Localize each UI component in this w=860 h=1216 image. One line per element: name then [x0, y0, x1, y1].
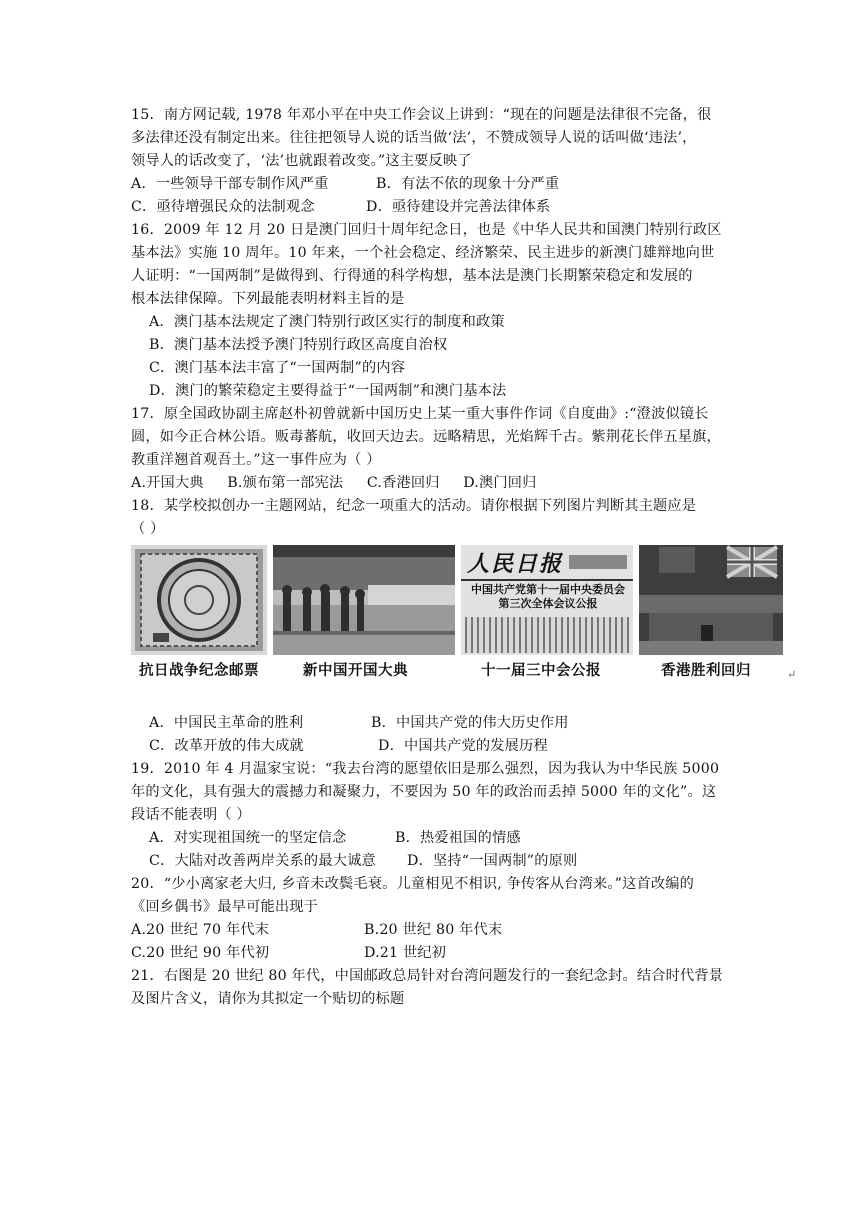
- q16-option-b: B．澳门基本法授予澳门特别行政区高度自治权: [149, 337, 448, 353]
- q18-line2: （ ）: [131, 521, 165, 537]
- q18-option-c: C．改革开放的伟大成就: [149, 738, 304, 754]
- q18-image-strip: [131, 545, 783, 683]
- q20-line2: 《回乡偶书》最早可能出现于: [131, 899, 319, 915]
- q16-line1: 16．2009 年 12 月 20 日是澳门回归十周年纪念日，也是《中华人民共和国澳门特别行政区: [131, 222, 722, 238]
- q19-option-a: A．对实现祖国统一的坚定信念: [149, 830, 347, 846]
- q18-option-b: B．中国共产党的伟大历史作用: [371, 715, 569, 731]
- q16-option-d: D．澳门的繁荣稳定主要得益于“一国两制”和澳门基本法: [149, 383, 507, 399]
- q20-option-a: A.20 世纪 70 年代末: [131, 922, 270, 938]
- q20-option-d: D.21 世纪初: [364, 945, 447, 961]
- caption-stamp: 抗日战争纪念邮票: [139, 663, 259, 679]
- q18-option-a: A．中国民主革命的胜利: [149, 715, 304, 731]
- q21-line2: 及图片含义，请你为其拟定一个贴切的标题: [131, 991, 405, 1007]
- newspaper-communique-image: [461, 545, 633, 655]
- q19-option-b: B．热爱祖国的情感: [395, 830, 521, 846]
- founding-ceremony-photo: [273, 545, 455, 655]
- hongkong-handover-photo: [639, 545, 783, 655]
- caption-founding-ceremony: 新中国开国大典: [303, 663, 408, 679]
- q20-option-b: B.20 世纪 80 年代末: [364, 922, 503, 938]
- q19-option-c: C．大陆对改善两岸关系的最大诚意: [149, 853, 376, 869]
- q19-line1: 19．2010 年 4 月温家宝说：“我去台湾的愿望依旧是那么强烈，因为我认为中华民族 5000: [131, 761, 720, 777]
- q15-option-c: C．亟待增强民众的法制观念: [131, 199, 315, 215]
- q15-option-a: A．一些领导干部专制作风严重: [131, 176, 329, 192]
- caption-hongkong-return: 香港胜利回归: [661, 663, 751, 679]
- q18-option-d: D．中国共产党的发展历程: [378, 738, 548, 754]
- q15-line3: 领导人的话改变了，‘法’也就跟着改变。”这主要反映了: [131, 153, 472, 169]
- newspaper-headline: 中国共产党第十一届中央委员会 第三次全体会议公报: [471, 583, 625, 610]
- q17-line1: 17．原全国政协副主席赵朴初曾就新中国历史上某一重大事件作词《自度曲》:“澄波似镜长: [131, 406, 709, 422]
- q15-line1: 15．南方网记载, 1978 年邓小平在中央工作会议上讲到：“现在的问题是法律很不完备，很: [131, 107, 712, 123]
- q19-line2: 年的文化，具有强大的震撼力和凝聚力，不要因为 50 年的政治而丢掉 5000 年的文化”。这: [131, 784, 717, 800]
- q18-line1: 18．某学校拟创办一主题网站，纪念一项重大的活动。请你根据下列图片判断其主题应是: [131, 498, 697, 514]
- q20-option-c: C.20 世纪 90 年代初: [131, 945, 270, 961]
- q16-option-c: C．澳门基本法丰富了“一国两制”的内容: [149, 360, 406, 376]
- q15-line2: 多法律还没有制定出来。往往把领导人说的话当做‘法’，不赞成领导人说的话叫做‘违法’，: [131, 130, 697, 146]
- q17-options: A.开国大典 B.颁布第一部宪法 C.香港回归 D.澳门回归: [131, 475, 537, 491]
- q16-option-a: A．澳门基本法规定了澳门特别行政区实行的制度和政策: [149, 314, 505, 330]
- q17-line2: 圆，如今正合林公语。贩毒蕃航，收回天边去。远略精思，光焰辉千古。紫荆花长伴五星旗，: [131, 429, 721, 445]
- caption-third-plenum: 十一届三中会公报: [481, 663, 601, 679]
- q20-line1: 20．“少小离家老大归, 乡音未改鬓毛衰。儿童相见不相识, 争传客从台湾来。”这首改编的: [131, 876, 695, 892]
- q17-line3: 教重洋翘首观吾土。”这一事件应为（ ）: [131, 452, 381, 468]
- q21-line1: 21．右图是 20 世纪 80 年代，中国邮政总局针对台湾问题发行的一套纪念封。结合时代背景: [131, 968, 724, 984]
- q16-line3: 人证明：“一国两制”是做得到、行得通的科学构想，基本法是澳门长期繁荣稳定和发展的: [131, 268, 693, 284]
- q19-option-d: D．坚持“一国两制”的原则: [407, 853, 578, 869]
- return-mark: ↵: [787, 668, 797, 681]
- q15-option-b: B．有法不依的现象十分严重: [376, 176, 560, 192]
- q19-line3: 段话不能表明（ ）: [131, 807, 251, 823]
- q16-line4: 根本法律保障。下列最能表明材料主旨的是: [131, 291, 405, 307]
- commemorative-stamp-image: [131, 545, 267, 655]
- q15-option-d: D．亟待建设并完善法律体系: [366, 199, 551, 215]
- q16-line2: 基本法》实施 10 周年。10 年来，一个社会稳定、经济繁荣、民主进步的新澳门雄辩地向世: [131, 245, 715, 261]
- newspaper-masthead: 人民日报: [467, 551, 564, 577]
